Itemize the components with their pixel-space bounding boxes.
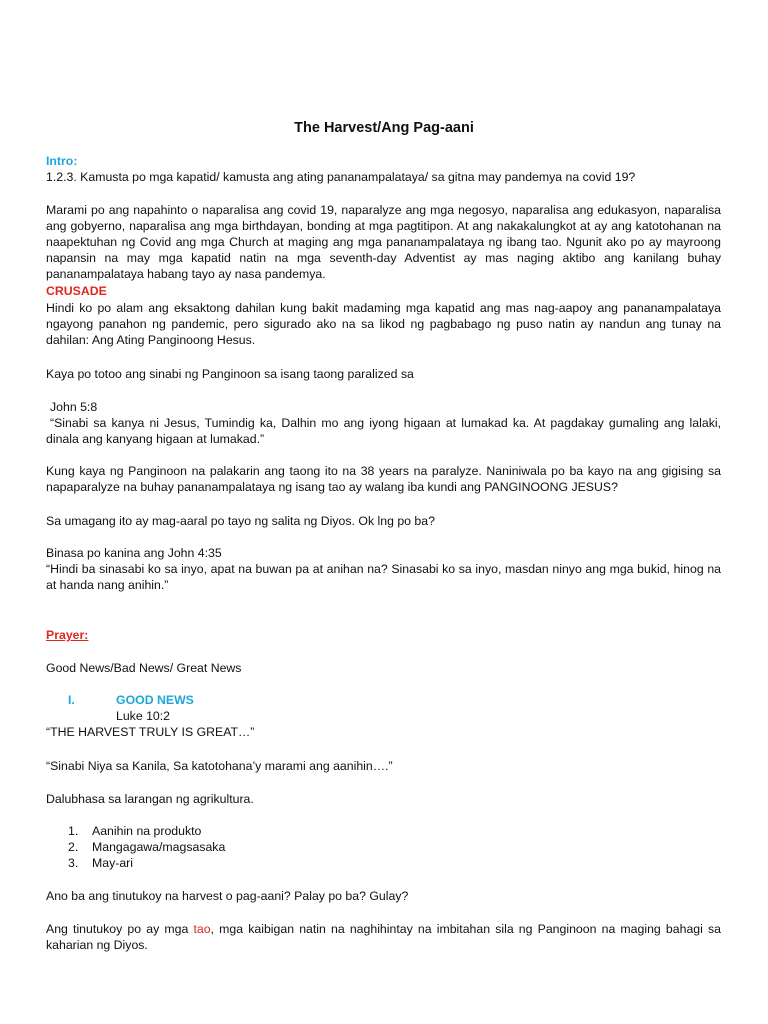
bible-ref-john-4-35: Binasa po kanina ang John 4:35 — [46, 546, 222, 560]
expert-line: Dalubhasa sa larangan ng agrikultura. — [46, 792, 254, 806]
crusade-label: CRUSADE — [46, 284, 107, 298]
news-line: Good News/Bad News/ Great News — [46, 661, 242, 675]
bible-quote-john-5-8: “Sinabi sa kanya ni Jesus, Tumindig ka, Dalhin mo ang iyong higaan at lumakad ka. At pagdakay gumaling ang lalaki, dinala ang kanyang higaan at lumakad.” — [46, 416, 721, 446]
people-text-start: Ang tinutukoy po ay mga — [46, 922, 194, 936]
paragraph-covid: Marami po ang napahinto o naparalisa ang covid 19, naparalyze ang mga negosyo, naparalisa ang edukasyon, naparalisa ang gobyerno, naparalisa ang mga birthdayan, bonding at mga pagtitipon. At ang nakakalungkot at ay ang katotohanan na naapektuhan ng Covid ang mga Church at maging ang mga pananampalataya ng ibang tao. Ngunit ako po ay mayroong napansin na may mga kapatid natin na mga seventh-day Adventist ay mas naging aktibo ang kanilang buhay pananampalataya habang tayo ay nasa pandemya. — [46, 203, 721, 281]
list-item-number: 1. — [68, 824, 79, 838]
page-title: The Harvest/Ang Pag-aani — [294, 120, 474, 136]
sinabi-quote: “Sinabi Niya sa Kanila, Sa katotohana’y marami ang aanihin….” — [46, 759, 393, 773]
section-title: GOOD NEWS — [116, 693, 194, 707]
bible-quote-john-4-35: “Hindi ba sinasabi ko sa inyo, apat na buwan pa at anihan na? Sinasabi ko sa inyo, masdan ninyo ang mga bukid, hinog na at handa nang anihin.” — [46, 562, 721, 592]
intro-line: 1.2.3. Kamusta po mga kapatid/ kamusta ang ating pananampalataya/ sa gitna may pandemya na covid 19? — [46, 170, 636, 184]
list-item-text: Aanihin na produkto — [92, 824, 202, 838]
highlight-tao: tao — [193, 922, 211, 936]
question-line: Ano ba ang tinutukoy na harvest o pag-aani? Palay po ba? Gulay? — [46, 889, 409, 903]
bible-ref-john-5-8: John 5:8 — [50, 400, 98, 414]
paragraph-people — [46, 921, 721, 953]
paragraph-study: Sa umagang ito ay mag-aaral po tayo ng salita ng Diyos. Ok lng po ba? — [46, 514, 435, 528]
list-item-text: Mangagawa/magsasaka — [92, 840, 226, 854]
paragraph-reason: Hindi ko po alam ang eksaktong dahilan kung bakit madaming mga kapatid ang mas nag-aapoy ang pananampalataya ngayong panahon ng pandemic, pero sigurado ako na sa likod ng pagbabago ng puso natin ay nandun ang tunay na dahilan: Ang Ating Panginoong Hesus. — [46, 301, 721, 347]
paragraph-38-years: Kung kaya ng Panginoon na palakarin ang taong ito na 38 years na paralyze. Naniniwala po ba kayo na ang gigising sa napaparalyze na buhay pananampalataya ng isang tao ay walang iba kundi ang PANGINOONG JESUS? — [46, 464, 721, 494]
bible-ref-luke-10-2: Luke 10:2 — [116, 709, 171, 723]
list-item-text: May-ari — [92, 856, 133, 870]
list-item-number: 3. — [68, 856, 79, 870]
prayer-label: Prayer: — [46, 628, 89, 642]
harvest-quote: “THE HARVEST TRULY IS GREAT…” — [46, 725, 255, 739]
people-text-end: , mga kaibigan natin na naghihintay na imbitahan sila ng Panginoon na maging bahagi sa kaharian ng Diyos. — [46, 922, 721, 952]
list-item-number: 2. — [68, 840, 79, 854]
intro-label: Intro: — [46, 154, 78, 168]
section-number: I. — [68, 693, 75, 707]
paragraph-paralyzed: Kaya po totoo ang sinabi ng Panginoon sa isang taong paralized sa — [46, 367, 414, 381]
